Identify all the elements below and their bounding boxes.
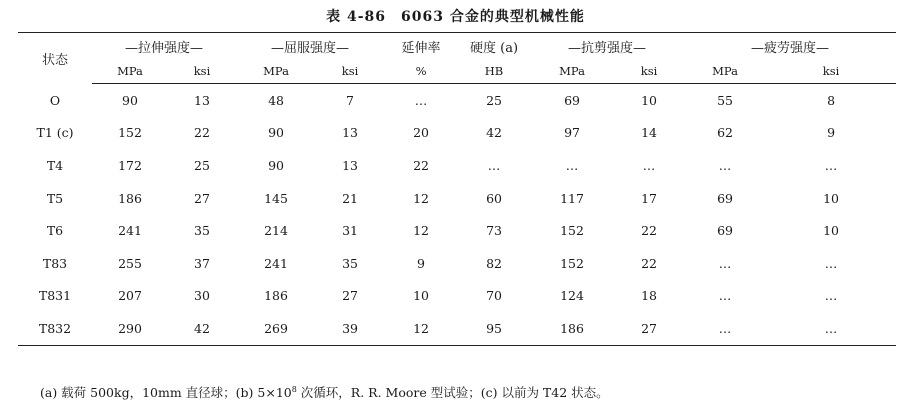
unit-cell: ksi: [614, 59, 684, 84]
value-cell: 12: [384, 312, 458, 345]
value-cell: 9: [827, 125, 836, 141]
value-cell: 60: [486, 190, 502, 206]
table-row: [18, 214, 896, 247]
header-fatigue-strength: —疲劳强度—: [684, 33, 896, 60]
state-cell: T1 (c): [36, 125, 74, 141]
value-cell: …: [642, 157, 656, 173]
value-cell: 10: [823, 223, 839, 239]
value-cell: 69: [564, 92, 580, 108]
unit-cell: ksi: [766, 59, 896, 84]
value-cell: 269: [236, 312, 316, 345]
value-cell: 20: [413, 125, 429, 141]
value-cell: …: [414, 92, 428, 108]
value-cell: 42: [168, 312, 236, 345]
value-cell: 22: [194, 125, 210, 141]
value-cell: 22: [413, 157, 429, 173]
value-cell: 31: [342, 223, 358, 239]
value-cell: 10: [823, 190, 839, 206]
value-cell: …: [718, 157, 732, 173]
header-shear-strength: —抗剪强度—: [530, 33, 684, 60]
value-cell: 241: [264, 255, 288, 271]
table-row: [18, 280, 896, 313]
state-cell: T832: [18, 312, 92, 345]
state-cell: T5: [46, 190, 64, 206]
value-cell: 69: [717, 190, 733, 206]
table-title: 表 4-86 6063 合金的典型机械性能: [326, 9, 585, 25]
value-cell: 207: [118, 288, 142, 304]
value-cell: 22: [641, 255, 657, 271]
value-cell: …: [824, 157, 838, 173]
table-row: [18, 312, 896, 345]
value-cell: …: [684, 312, 766, 345]
value-cell: 97: [564, 125, 580, 141]
value-cell: …: [487, 157, 501, 173]
header-hardness: 硬度 (a): [458, 33, 530, 60]
value-cell: 55: [717, 92, 733, 108]
value-cell: …: [718, 255, 732, 271]
value-cell: 12: [413, 223, 429, 239]
value-cell: 117: [560, 190, 584, 206]
value-cell: 7: [346, 92, 354, 108]
value-cell: 9: [417, 255, 425, 271]
value-cell: 73: [486, 223, 502, 239]
value-cell: 69: [717, 223, 733, 239]
value-cell: 17: [641, 190, 657, 206]
value-cell: 145: [264, 190, 288, 206]
value-cell: 152: [118, 125, 142, 141]
value-cell: 27: [614, 312, 684, 345]
state-cell: O: [49, 92, 61, 108]
value-cell: 48: [268, 92, 284, 108]
value-cell: 90: [268, 125, 284, 141]
value-cell: 186: [264, 288, 288, 304]
table-row: [18, 84, 896, 117]
table-row: [18, 117, 896, 150]
value-cell: 21: [342, 190, 358, 206]
header-state: 状态: [18, 33, 92, 84]
footnote-text: 次循环，R. R. Moore 型试验；(c) 以前为 T42 状态。: [296, 385, 609, 400]
table-row: [18, 247, 896, 280]
state-cell: T6: [46, 223, 64, 239]
value-cell: 255: [118, 255, 142, 271]
state-cell: T4: [46, 157, 64, 173]
value-cell: 10: [641, 92, 657, 108]
value-cell: …: [824, 255, 838, 271]
header-elongation: 延伸率: [384, 33, 458, 60]
value-cell: 27: [342, 288, 358, 304]
value-cell: 90: [122, 92, 138, 108]
value-cell: 18: [641, 288, 657, 304]
value-cell: 214: [264, 223, 288, 239]
unit-cell: MPa: [92, 59, 168, 84]
value-cell: 35: [194, 223, 210, 239]
unit-cell: MPa: [684, 59, 766, 84]
value-cell: 186: [118, 190, 142, 206]
unit-cell: %: [384, 59, 458, 84]
value-cell: 241: [118, 223, 142, 239]
value-cell: 27: [194, 190, 210, 206]
unit-cell: MPa: [236, 59, 316, 84]
value-cell: 30: [194, 288, 210, 304]
table-row: [18, 182, 896, 215]
unit-cell: MPa: [530, 59, 614, 84]
value-cell: 13: [342, 157, 358, 173]
value-cell: 290: [92, 312, 168, 345]
value-cell: …: [565, 157, 579, 173]
value-cell: 95: [458, 312, 530, 345]
value-cell: 25: [486, 92, 502, 108]
unit-cell: ksi: [168, 59, 236, 84]
value-cell: 22: [641, 223, 657, 239]
value-cell: 82: [486, 255, 502, 271]
table-row: [18, 149, 896, 182]
properties-table: [18, 32, 896, 346]
value-cell: 186: [530, 312, 614, 345]
value-cell: 42: [486, 125, 502, 141]
state-cell: T83: [42, 255, 68, 271]
value-cell: 152: [560, 223, 584, 239]
table-footnote: [40, 383, 609, 401]
value-cell: 35: [342, 255, 358, 271]
value-cell: 62: [717, 125, 733, 141]
header-tensile-strength: —拉伸强度—: [92, 33, 236, 60]
state-cell: T831: [38, 288, 72, 304]
value-cell: 8: [827, 92, 836, 108]
footnote-exponent: 8: [291, 384, 297, 394]
value-cell: 124: [560, 288, 584, 304]
value-cell: 13: [342, 125, 358, 141]
value-cell: 39: [316, 312, 384, 345]
unit-cell: ksi: [316, 59, 384, 84]
value-cell: 12: [413, 190, 429, 206]
value-cell: 13: [194, 92, 210, 108]
value-cell: 10: [413, 288, 429, 304]
footnote-text: (a) 载荷 500kg，10mm 直径球；(b) 5×10: [40, 385, 292, 400]
value-cell: …: [824, 288, 838, 304]
value-cell: …: [766, 312, 896, 345]
value-cell: 25: [194, 157, 210, 173]
header-yield-strength: —屈服强度—: [236, 33, 384, 60]
value-cell: 172: [118, 157, 142, 173]
value-cell: 14: [641, 125, 657, 141]
value-cell: 152: [560, 255, 584, 271]
value-cell: 90: [268, 157, 284, 173]
value-cell: 37: [194, 255, 210, 271]
value-cell: 70: [486, 288, 502, 304]
unit-cell: HB: [458, 59, 530, 84]
value-cell: …: [718, 288, 732, 304]
